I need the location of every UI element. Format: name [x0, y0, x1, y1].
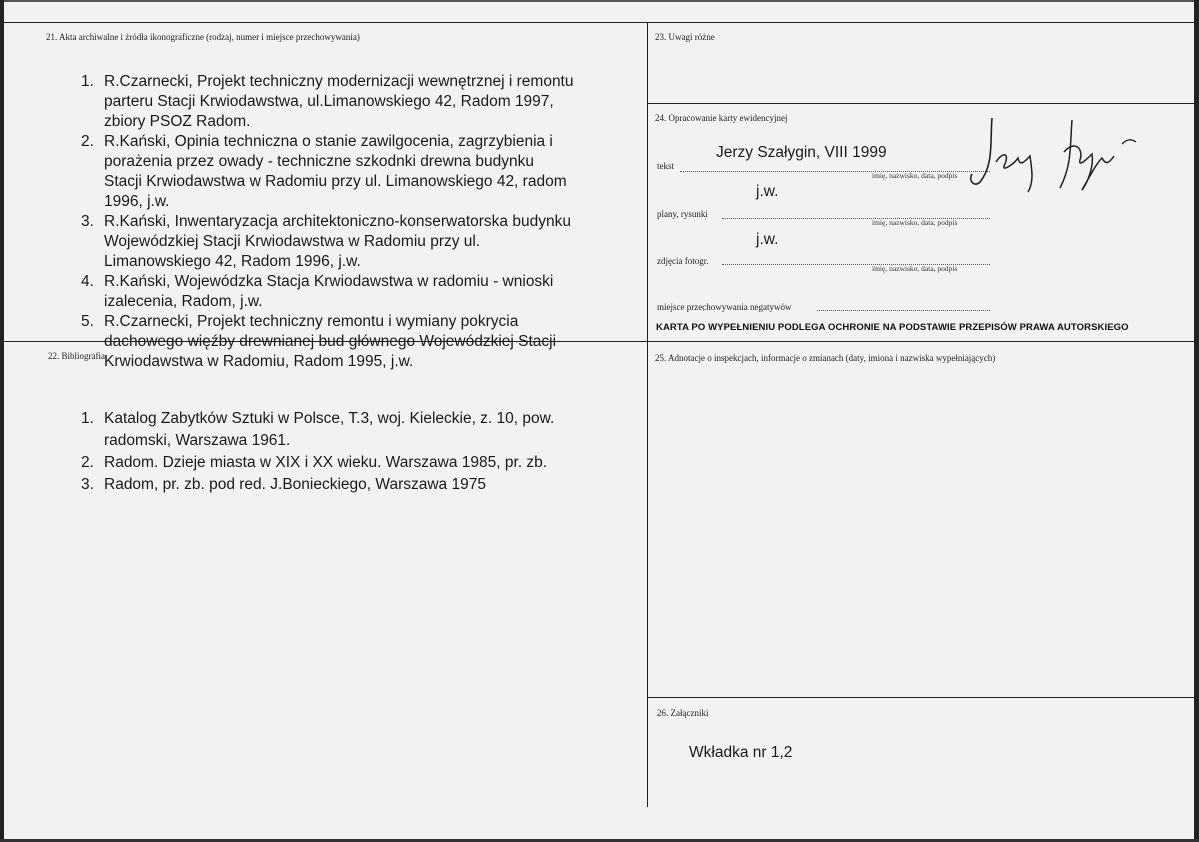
list-item — [81, 312, 641, 372]
list-item-number: 2. — [81, 133, 94, 150]
list-item — [81, 72, 641, 132]
list-item-line: Krwiodawstwa w Radomiu, Radom 1995, j.w. — [104, 353, 414, 370]
section21-title: 21. Akta archiwalne i źródła ikonograficzne (rodzaj, numer i miejsce przechowywania) — [46, 32, 360, 42]
miejsce-label: miejsce przechowywania negatywów — [657, 302, 792, 312]
zdjecia-caption: imię, nazwisko, data, podpis — [872, 264, 958, 273]
zdjecia-label: zdjęcia fotogr. — [657, 256, 709, 266]
plany-caption: imię, nazwisko, data, podpis — [872, 218, 958, 227]
plany-value: j.w. — [756, 183, 779, 200]
miejsce-dotted-line — [817, 309, 990, 311]
list-item-line: Stacji Krwiodawstwa w Radomiu przy ul. Limanowskiego 42, radom — [104, 173, 567, 190]
section26-title: 26. Załączniki — [657, 708, 709, 718]
top-edge — [0, 0, 1199, 2]
copyright-notice: KARTA PO WYPEŁNIENIU PODLEGA OCHRONIE NA PODSTAWIE PRZEPISÓW PRAWA AUTORSKIEGO — [656, 322, 1129, 333]
list-item-line: dachowego więźby drewnianej bud głównego Wojewódzkiej Stacji — [104, 333, 557, 350]
tekst-caption: imię, nazwisko, data, podpis — [872, 171, 958, 180]
list-item-line: R.Kański, Wojewódzka Stacja Krwiodawstwa w radomiu - wnioski — [104, 273, 554, 290]
list-item-line: Katalog Zabytków Sztuki w Polsce, T.3, woj. Kieleckie, z. 10, pow. — [104, 410, 555, 427]
list-item-line: parteru Stacji Krwiodawstwa, ul.Limanowskiego 42, Radom 1997, — [104, 93, 554, 110]
list-item-line: Radom. Dzieje miasta w XIX i XX wieku. Warszawa 1985, pr. zb. — [104, 454, 548, 471]
left-edge — [0, 0, 4, 842]
list-item-line: izalecenia, Radom, j.w. — [104, 293, 263, 310]
signature-image — [960, 110, 1160, 205]
list-item-number: 2. — [81, 454, 94, 471]
list-item-number: 1. — [81, 73, 94, 90]
list-item-line: R.Czarnecki, Projekt techniczny modernizacji wewnętrznej i remontu — [104, 73, 574, 90]
list-item-line: zbiory PSOZ Radom. — [104, 113, 251, 130]
section25-title: 25. Adnotacje o inspekcjach, informacje o zmianach (daty, imiona i nazwiska wypełniających) — [655, 353, 996, 363]
list-item-line: R.Kański, Opinia techniczna o stanie zawilgocenia, zagrzybienia i — [104, 133, 553, 150]
list-item-line: Radom, pr. zb. pod red. J.Bonieckiego, Warszawa 1975 — [104, 476, 486, 493]
list-item — [81, 212, 641, 272]
list-item-line: R.Czarnecki, Projekt techniczny remontu i wymiany pokrycia — [104, 313, 519, 330]
zdjecia-value: j.w. — [756, 231, 779, 248]
list-item — [81, 132, 641, 212]
list-item — [81, 272, 641, 312]
section24-title: 24. Opracowanie karty ewidencyjnej — [655, 113, 788, 123]
list-item-line: 1996, j.w. — [104, 193, 170, 210]
center-divider — [647, 22, 648, 807]
tekst-label: tekst — [657, 161, 674, 171]
list-item-number: 3. — [81, 476, 94, 493]
list-item — [81, 452, 641, 474]
list-item-number: 1. — [81, 410, 94, 427]
list-item-number: 4. — [81, 273, 94, 290]
section21-list — [81, 72, 641, 372]
list-item-line: Wojewódzkiej Stacji Krwiodawstwa w Radomiu przy ul. — [104, 233, 481, 250]
list-item-number: 3. — [81, 213, 94, 230]
attachments-value: Wkładka nr 1,2 — [689, 744, 793, 761]
plany-label: plany, rysunki — [657, 209, 708, 219]
tekst-value: Jerzy Szałygin, VIII 1999 — [716, 144, 887, 161]
top-rule — [4, 22, 1194, 23]
list-item-line: porażenia przez owady - techniczne szkodnki drewna budynku — [104, 153, 534, 170]
section23-title: 23. Uwagi różne — [655, 32, 715, 42]
rule-25-26 — [647, 697, 1194, 698]
right-edge — [1194, 0, 1199, 842]
section22-list — [81, 408, 641, 496]
list-item — [81, 408, 641, 452]
list-item-line: Limanowskiego 42, Radom 1996, j.w. — [104, 253, 361, 270]
rule-23-24 — [647, 103, 1194, 104]
list-item — [81, 474, 641, 496]
list-item-number: 5. — [81, 313, 94, 330]
section22-title: 22. Bibliografia — [48, 351, 105, 361]
list-item-line: radomski, Warszawa 1961. — [104, 432, 291, 449]
list-item-line: R.Kański, Inwentaryzacja architektoniczno-konserwatorska budynku — [104, 213, 571, 230]
